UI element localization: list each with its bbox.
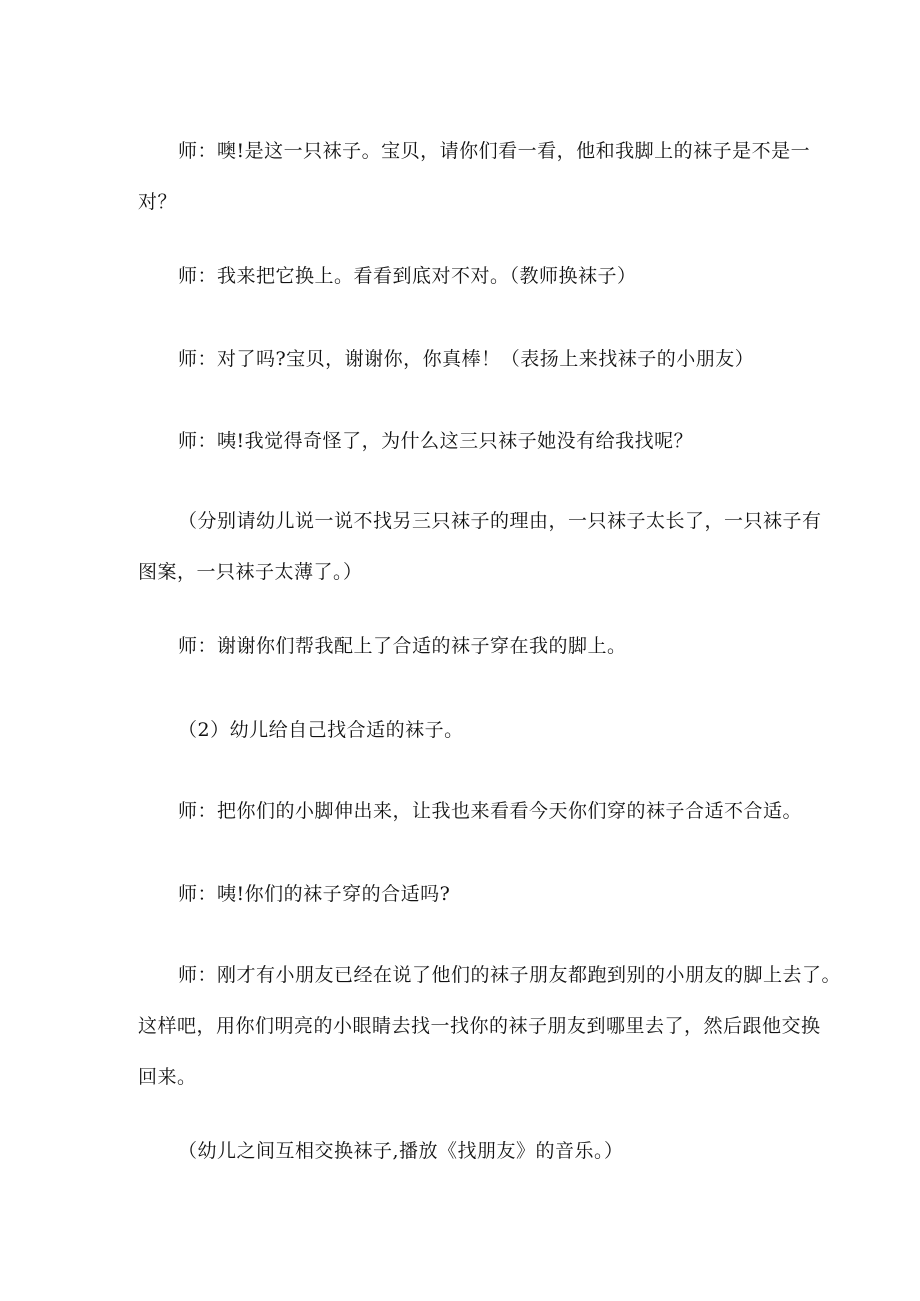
text-line: 师：把你们的小脚伸出来，让我也来看看今天你们穿的袜子合适不合适。 [178, 800, 803, 822]
paragraph-7 [138, 705, 798, 756]
paragraph-5 [138, 496, 822, 598]
text-line: 师：对了吗?宝贝，谢谢你，你真棒！（表扬上来找袜子的小朋友） [178, 348, 755, 370]
text-line: 对？ [138, 191, 178, 213]
paragraph-10 [138, 950, 842, 1103]
text-line: （分别请幼儿说一说不找另三只袜子的理由，一只袜子太长了，一只袜子有 [178, 510, 822, 532]
paragraph-9 [138, 869, 798, 920]
paragraph-2 [138, 251, 798, 302]
text-line: 师：咦!我觉得奇怪了，为什么这三只袜子她没有给我找呢？ [178, 430, 694, 452]
text-line: 师：我来把它换上。看看到底对不对。（教师换袜子） [178, 265, 637, 287]
text-line: 师：谢谢你们帮我配上了合适的袜子穿在我的脚上。 [178, 635, 627, 657]
paragraph-3 [138, 334, 798, 385]
paragraph-4 [138, 416, 798, 467]
text-line: 师：咦!你们的袜子穿的合适吗? [178, 883, 451, 905]
text-line: （2）幼儿给自己找合适的袜子。 [178, 719, 464, 741]
paragraph-8 [138, 786, 803, 837]
paragraph-1 [138, 126, 811, 228]
text-line: 回来。 [138, 1066, 197, 1088]
text-line: （幼儿之间互相交换袜子,播放《找朋友》的音乐。） [178, 1140, 624, 1162]
paragraph-11 [138, 1126, 798, 1177]
text-line: 师：噢!是这一只袜子。宝贝，请你们看一看，他和我脚上的袜子是不是一 [178, 140, 811, 162]
text-line: 师：刚才有小朋友已经在说了他们的袜子朋友都跑到别的小朋友的脚上去了。 [178, 964, 842, 986]
paragraph-6 [138, 621, 798, 672]
text-line: 这样吧，用你们明亮的小眼睛去找一找你的袜子朋友到哪里去了，然后跟他交换 [138, 1015, 821, 1037]
text-line: 图案，一只袜子太薄了。） [138, 561, 363, 583]
